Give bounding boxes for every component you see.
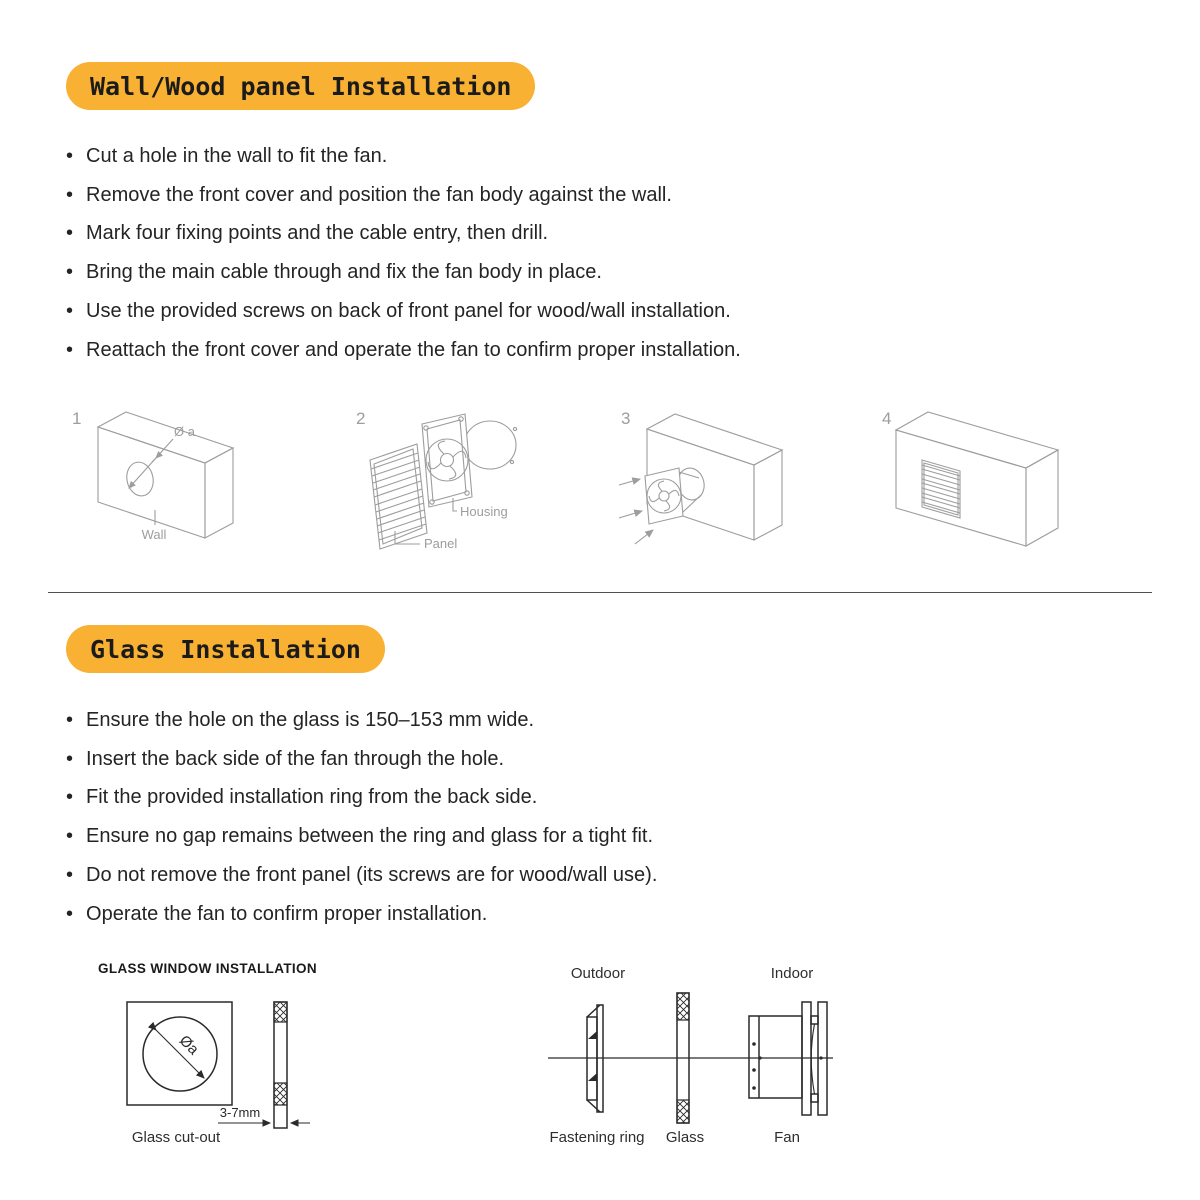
glass-bullet: • Ensure the hole on the glass is 150–153 mm wide.	[66, 701, 657, 740]
figure-2-panel-housing-diagram	[350, 398, 610, 558]
wall-section-bullet-list	[66, 137, 741, 370]
figure-3-fix-fan-body-diagram	[615, 398, 875, 558]
section-divider	[48, 592, 1152, 593]
glass-section-title: Glass Installation	[66, 625, 385, 673]
figure-number: 4	[882, 409, 892, 428]
indoor-label: Indoor	[770, 965, 814, 982]
wall-bullet: • Remove the front cover and position the fan body against the wall.	[66, 176, 741, 215]
figure-number: 2	[356, 409, 366, 428]
wall-bullet: • Reattach the front cover and operate the fan to confirm proper installation.	[66, 331, 741, 370]
wall-section-title: Wall/Wood panel Installation	[66, 62, 535, 110]
glass-bullet: • Insert the back side of the fan through the hole.	[66, 740, 657, 779]
fan-label: Fan	[774, 1129, 800, 1146]
figure-2-housing-label: Housing	[460, 504, 508, 519]
glass-bullet: • Operate the fan to confirm proper installation.	[66, 895, 657, 934]
glass-bullet: • Do not remove the front panel (its screws are for wood/wall use).	[66, 856, 657, 895]
wall-bullet: • Cut a hole in the wall to fit the fan.	[66, 137, 741, 176]
outdoor-label: Outdoor	[570, 965, 626, 982]
wall-bullet: • Mark four fixing points and the cable entry, then drill.	[66, 215, 741, 254]
fastening-ring-label: Fastening ring	[549, 1129, 645, 1146]
figure-2-panel-label: Panel	[424, 536, 458, 551]
wall-bullet: • Use the provided screws on back of front panel for wood/wall installation.	[66, 292, 741, 331]
glass-thickness-label: 3-7mm	[219, 1105, 261, 1120]
figure-number: 3	[621, 409, 631, 428]
cross-section-diagram	[540, 985, 840, 1135]
glass-section-bullet-list	[66, 701, 657, 934]
figure-1-wall-hole-diagram	[66, 398, 316, 558]
figure-1-wall-label: Wall	[141, 527, 167, 542]
figure-4-finished-installation-diagram	[876, 398, 1156, 558]
glass-bullet: • Ensure no gap remains between the ring and glass for a tight fit.	[66, 817, 657, 856]
glass-cutout-caption: Glass cut-out	[131, 1129, 221, 1146]
figure-1-diameter-label: Ø a	[174, 424, 195, 439]
glass-cutout-diagram	[98, 988, 328, 1138]
cutout-diameter-label: Øa	[175, 1032, 202, 1059]
figure-number: 1	[72, 409, 82, 428]
wall-bullet: • Bring the main cable through and fix the fan body in place.	[66, 253, 741, 292]
glass-window-installation-title: GLASS WINDOW INSTALLATION	[98, 961, 317, 976]
glass-bullet: • Fit the provided installation ring from the back side.	[66, 779, 657, 818]
glass-label: Glass	[665, 1129, 705, 1146]
